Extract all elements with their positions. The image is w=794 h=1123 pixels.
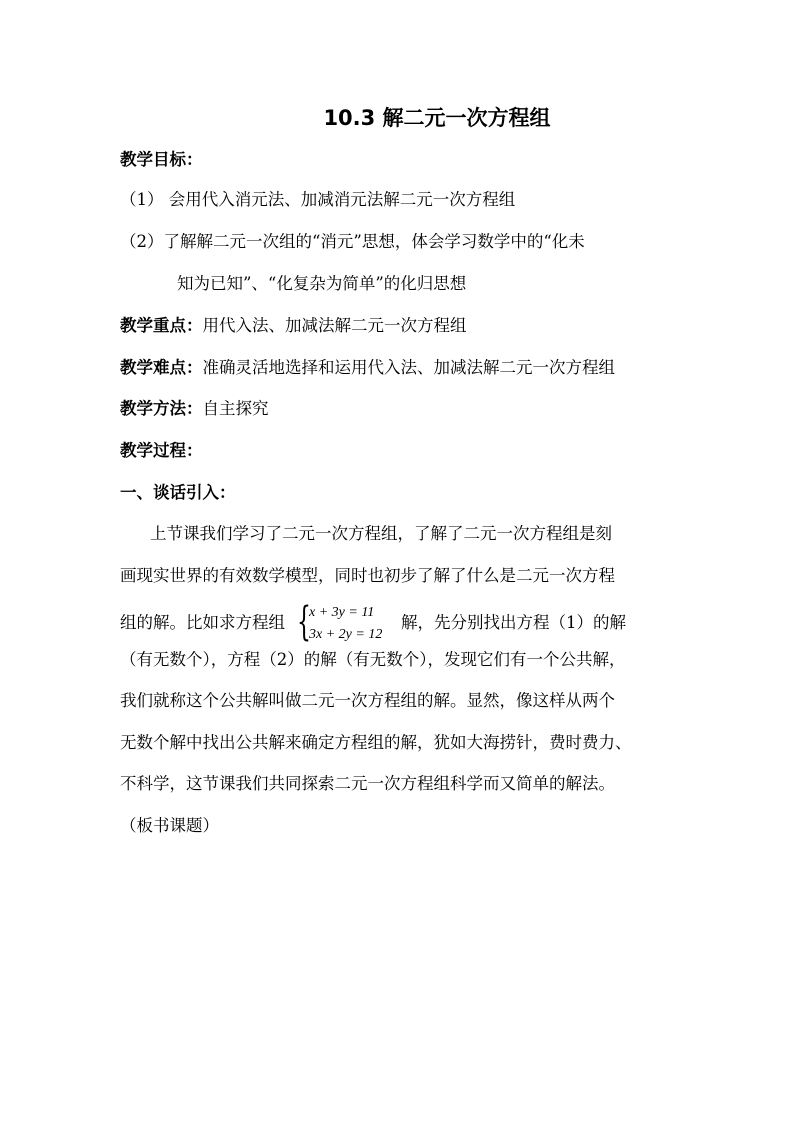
goals-label: 教学目标： [120,150,203,169]
focus-label: 教学重点： [120,316,203,335]
paragraph-line-3-before: 组的解。比如求方程组 [120,613,285,632]
goal-item-1: （1） 会用代入消元法、加减消元法解二元一次方程组 [120,190,516,209]
document-title: 10.3 解二元一次方程组 [323,106,551,130]
section-1-heading: 一、谈话引入： [120,483,236,502]
difficulty-row [120,356,680,380]
focus-row [120,314,680,338]
paragraph-line-8: （板书课题） [120,816,219,835]
equation-system [297,598,393,646]
method-label: 教学方法： [120,399,203,418]
equation-1: x + 3y = 11 [309,604,375,620]
paragraph-line-3 [120,600,680,646]
method-row [120,397,680,421]
difficulty-label: 教学难点： [120,358,203,377]
process-label: 教学过程： [120,441,203,460]
difficulty-text: 准确灵活地选择和运用代入法、加减法解二元一次方程组 [202,358,615,377]
paragraph-line-4: （有无数个），方程（2）的解（有无数个），发现它们有一个公共解， [120,650,626,669]
equation-2: 3x + 2y = 12 [309,626,383,642]
paragraph-line-7: 不科学，这节课我们共同探索二元一次方程组科学而又简单的解法。 [120,774,615,793]
left-brace-icon: { [297,598,311,645]
paragraph-line-3-after: 解，先分别找出方程（1）的解 [401,613,626,632]
focus-text: 用代入法、加减法解二元一次方程组 [202,316,467,335]
paragraph-line-5: 我们就称这个公共解叫做二元一次方程组的解。显然，像这样从两个 [120,691,615,710]
paragraph-line-2: 画现实世界的有效数学模型，同时也初步了解了什么是二元一次方程 [120,566,615,585]
goal-item-2-line-2: 知为已知”、“化复杂为简单”的化归思想 [177,274,467,293]
paragraph-line-6: 无数个解中找出公共解来确定方程组的解，犹如大海捞针，费时费力、 [120,733,632,752]
goal-item-2-line-1: （2）了解解二元一次组的“消元”思想，体会学习数学中的“化未 [120,232,585,251]
method-text: 自主探究 [202,399,269,418]
paragraph-line-1: 上节课我们学习了二元一次方程组，了解了二元一次方程组是刻 [150,524,612,543]
